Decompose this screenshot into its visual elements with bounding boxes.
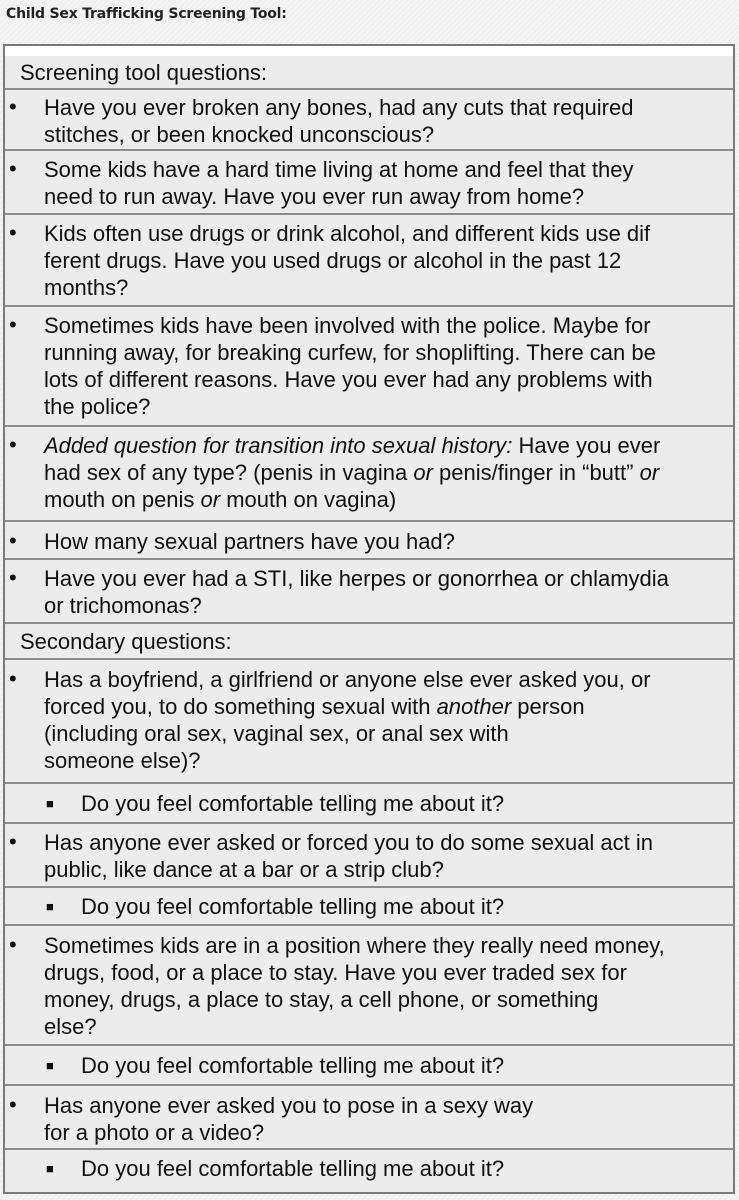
square-bullet-icon: ■ bbox=[46, 899, 54, 914]
bullet-icon: • bbox=[9, 432, 17, 457]
bullet-icon: • bbox=[9, 220, 17, 245]
square-bullet-icon: ■ bbox=[46, 796, 54, 811]
list-item bbox=[5, 1086, 733, 1150]
transition-note: Added question for transition into sexual history: bbox=[44, 433, 513, 458]
follow-up-text: Do you feel comfortable telling me about it? bbox=[81, 894, 505, 919]
sub-list-item bbox=[5, 1046, 733, 1086]
list-item bbox=[5, 560, 733, 624]
question-text: Has anyone ever asked you to pose in a sexy way for a photo or a video? bbox=[44, 1093, 534, 1145]
question-text: Has a boyfriend, a girlfriend or anyone else ever asked you, or forced you, to do something sexual with another person (including oral sex, vaginal sex, or anal sex with someone else)? bbox=[44, 667, 651, 773]
section-header-secondary bbox=[5, 624, 733, 660]
question-text: Some kids have a hard time living at home and feel that they need to run away. Have you ever run away from home? bbox=[44, 157, 634, 209]
section-header-screening bbox=[5, 56, 733, 90]
bullet-icon: • bbox=[9, 565, 17, 590]
sub-list-item bbox=[5, 784, 733, 824]
follow-up-text: Do you feel comfortable telling me about it? bbox=[81, 1156, 505, 1181]
list-item bbox=[5, 307, 733, 427]
question-text: Added question for transition into sexual history: Have you ever had sex of any type? (penis in vagina or penis/finger in “butt” or mouth on penis or mouth on vagina) bbox=[44, 433, 661, 512]
screening-table bbox=[3, 44, 735, 1194]
sub-list-item bbox=[5, 888, 733, 926]
list-item bbox=[5, 522, 733, 560]
question-text: Have you ever had a STI, like herpes or gonorrhea or chlamydia or trichomonas? bbox=[44, 566, 669, 618]
question-text: Kids often use drugs or drink alcohol, and different kids use dif ferent drugs. Have you used drugs or alcohol in the past 12 months? bbox=[44, 221, 651, 300]
follow-up-text: Do you feel comfortable telling me about it? bbox=[81, 1053, 505, 1078]
section-header-label: Screening tool questions: bbox=[20, 60, 268, 85]
bullet-icon: • bbox=[9, 94, 17, 119]
question-text: Have you ever broken any bones, had any cuts that required stitches, or been knocked unconscious? bbox=[44, 95, 634, 147]
sub-list-item bbox=[5, 1150, 733, 1192]
question-text: How many sexual partners have you had? bbox=[44, 529, 455, 554]
question-text: Sometimes kids have been involved with the police. Maybe for running away, for breaking curfew, for shoplifting. There can be lots of different reasons. Have you ever had any problems with the police? bbox=[44, 313, 656, 419]
bullet-icon: • bbox=[9, 1092, 17, 1117]
square-bullet-icon: ■ bbox=[46, 1058, 54, 1073]
list-item bbox=[5, 151, 733, 215]
bullet-icon: • bbox=[9, 829, 17, 854]
list-item bbox=[5, 926, 733, 1046]
list-item bbox=[5, 660, 733, 784]
bullet-icon: • bbox=[9, 666, 17, 691]
square-bullet-icon: ■ bbox=[46, 1161, 54, 1176]
list-item bbox=[5, 215, 733, 307]
page-title: Child Sex Trafficking Screening Tool: bbox=[6, 6, 287, 22]
question-text: Has anyone ever asked or forced you to do some sexual act in public, like dance at a bar or a strip club? bbox=[44, 830, 654, 882]
section-header-label: Secondary questions: bbox=[20, 629, 232, 654]
bullet-icon: • bbox=[9, 932, 17, 957]
bullet-icon: • bbox=[9, 156, 17, 181]
bullet-icon: • bbox=[9, 528, 17, 553]
follow-up-text: Do you feel comfortable telling me about it? bbox=[81, 791, 505, 816]
list-item bbox=[5, 90, 733, 151]
list-item bbox=[5, 427, 733, 522]
bullet-icon: • bbox=[9, 312, 17, 337]
question-text: Sometimes kids are in a position where they really need money, drugs, food, or a place to stay. Have you ever traded sex for money, drugs, a place to stay, a cell phone, or something else? bbox=[44, 933, 665, 1039]
list-item bbox=[5, 824, 733, 888]
